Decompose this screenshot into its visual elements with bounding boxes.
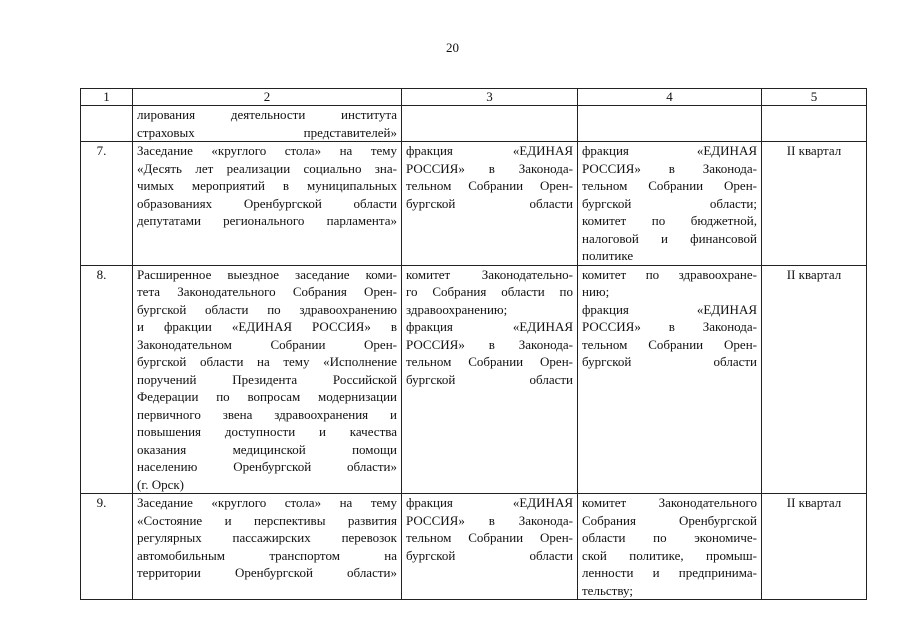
initiator-cell <box>402 265 578 494</box>
cell-line: тета Законодательного Собрания Орен- <box>137 284 397 299</box>
responsible-cell <box>578 494 762 600</box>
cell-line: фракция «ЕДИНАЯ <box>406 495 573 510</box>
cell-line: политике <box>582 248 634 263</box>
cell-line: тельном Собрании Орен- <box>406 354 573 369</box>
header-cell: 2 <box>133 89 402 106</box>
period-cell: II квартал <box>762 142 867 266</box>
cell-line: бургской области <box>582 354 757 369</box>
cell-line: Расширенное выездное заседание коми- <box>137 266 397 282</box>
cell-line: Заседание «круглого стола» на тему <box>137 495 397 510</box>
cell-line: бургской области; <box>582 195 757 211</box>
table-cell-period <box>762 106 867 142</box>
event-cell <box>133 265 402 494</box>
row-number: 8. <box>81 265 133 494</box>
cell-line: тельству; <box>582 582 633 598</box>
cell-line: тельном Собрании Орен- <box>582 178 757 193</box>
cell-line: РОССИЯ» в Законода- <box>406 336 573 352</box>
cell-line: Федерации по вопросам модернизации <box>137 389 397 404</box>
cell-line: первичного звена здравоохранения и <box>137 406 397 422</box>
cell-line: (г. Орск) <box>137 476 184 492</box>
cell-line: го Собрания области по <box>406 284 573 299</box>
table-cell-event <box>133 106 402 142</box>
cell-line: РОССИЯ» в Законода- <box>406 512 573 528</box>
cell-line: чимых мероприятий в муниципальных <box>137 178 397 193</box>
header-cell: 3 <box>402 89 578 106</box>
events-table <box>80 88 867 600</box>
cell-line: бургской области по здравоохранению <box>137 301 397 317</box>
row-number: 9. <box>81 494 133 600</box>
cell-line: РОССИЯ» в Законода- <box>582 319 757 334</box>
cell-line: Заседание «круглого стола» на тему <box>137 143 397 158</box>
table-row <box>81 142 867 266</box>
cell-line: бургской области <box>406 547 573 563</box>
responsible-cell <box>578 142 762 266</box>
cell-line: тельном Собрании Орен- <box>406 178 573 193</box>
header-cell: 1 <box>81 89 133 106</box>
table-row <box>81 494 867 600</box>
cell-line: и фракции «ЕДИНАЯ РОССИЯ» в <box>137 319 397 334</box>
continuation-row <box>81 106 867 142</box>
table-header-row <box>81 89 867 106</box>
cell-line: тельном Собрании Орен- <box>406 530 573 545</box>
cell-line: ской политике, промыш- <box>582 547 757 563</box>
cell-line: комитет по здравоохране- <box>582 266 757 282</box>
cell-line: РОССИЯ» в Законода- <box>582 160 757 176</box>
cell-line: повышения доступности и качества <box>137 424 397 439</box>
cell-line: территории Оренбургской области» <box>137 565 397 580</box>
cell-line: РОССИЯ» в Законода- <box>406 160 573 176</box>
responsible-cell <box>578 265 762 494</box>
table-cell-responsible <box>578 106 762 142</box>
cell-line: оказания медицинской помощи <box>137 441 397 457</box>
cell-line: комитет Законодательного <box>582 495 757 510</box>
cell-line: налоговой и финансовой <box>582 230 757 246</box>
cell-line: фракция «ЕДИНАЯ <box>582 301 757 317</box>
header-cell: 5 <box>762 89 867 106</box>
cell-line: тельном Собрании Орен- <box>582 336 757 352</box>
cell-line: Законодательном Собрании Орен- <box>137 336 397 352</box>
cell-line: образованиях Оренбургской области <box>137 195 397 211</box>
initiator-cell <box>402 494 578 600</box>
table-cell-num <box>81 106 133 142</box>
table-row <box>81 265 867 494</box>
cell-line: бургской области <box>406 195 573 211</box>
cell-line: Собрания Оренбургской <box>582 512 757 528</box>
cell-line: бургской области <box>406 371 573 387</box>
header-cell: 4 <box>578 89 762 106</box>
page-number: 20 <box>446 40 459 55</box>
cell-line: нию; <box>582 284 610 299</box>
cell-line: области по экономиче- <box>582 530 757 545</box>
cell-line: фракция «ЕДИНАЯ <box>582 143 757 158</box>
period-cell: II квартал <box>762 265 867 494</box>
cell-line: комитет Законодательно- <box>406 266 573 282</box>
cell-line: автомобильным транспортом на <box>137 547 397 563</box>
cell-line: бургской области на тему «Исполнение <box>137 354 397 369</box>
cell-line: ленности и предпринима- <box>582 565 757 580</box>
cell-line: фракция «ЕДИНАЯ <box>406 319 573 334</box>
cell-line: населению Оренбургской области» <box>137 459 397 474</box>
initiator-cell <box>402 142 578 266</box>
cell-line: лирования деятельности института <box>137 107 397 122</box>
event-cell <box>133 494 402 600</box>
row-number: 7. <box>81 142 133 266</box>
cell-line: комитет по бюджетной, <box>582 213 757 228</box>
event-cell <box>133 142 402 266</box>
cell-line: фракция «ЕДИНАЯ <box>406 143 573 158</box>
period-cell: II квартал <box>762 494 867 600</box>
cell-line: «Десять лет реализации социально зна- <box>137 160 397 176</box>
cell-line: «Состояние и перспективы развития <box>137 512 397 528</box>
cell-line: депутатами регионального парламента» <box>137 213 397 228</box>
table-cell-initiator <box>402 106 578 142</box>
cell-line: поручений Президента Российской <box>137 371 397 387</box>
cell-line: страховых представителей» <box>137 124 397 140</box>
cell-line: здравоохранению; <box>406 301 508 317</box>
cell-line: регулярных пассажирских перевозок <box>137 530 397 545</box>
